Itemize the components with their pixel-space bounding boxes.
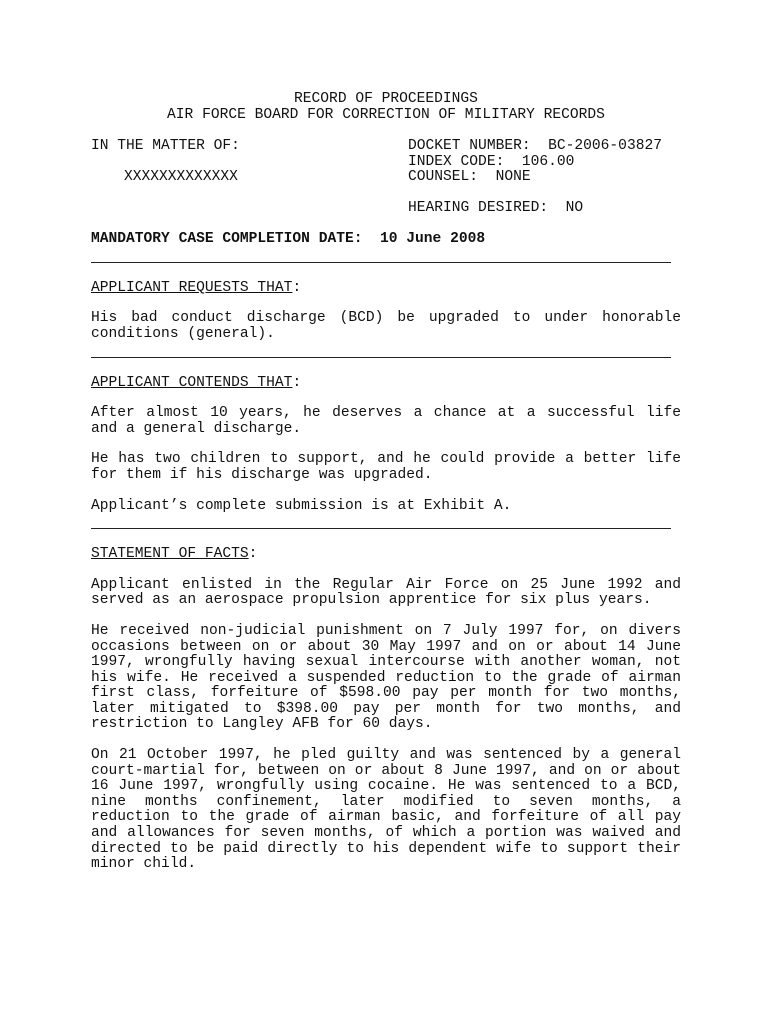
board-title: AIR FORCE BOARD FOR CORRECTION OF MILITARY RECORDS [167, 106, 605, 123]
contends-heading: APPLICANT CONTENDS THAT: [91, 374, 302, 391]
counsel: COUNSEL: NONE [408, 169, 531, 186]
completion-date: 10 June 2008 [380, 231, 486, 248]
hearing-desired: HEARING DESIRED: NO [408, 200, 584, 217]
record-title: RECORD OF PROCEEDINGS [294, 91, 478, 107]
matter-label: IN THE MATTER OF: [91, 138, 240, 155]
document-page [91, 92, 681, 873]
requests-heading: APPLICANT REQUESTS THAT: [91, 279, 302, 296]
completion-date-line [91, 232, 681, 248]
facts-paragraph: On 21 October 1997, he pled guilty and was sentenced by a general court-martial for, between on or about 8 June 1997, and on or about 16 June 1997, wrongfully using cocaine. He was sentenced to a BCD, nine months confinement, later modified to seven months, a reduction to the grade of airman basic, and forfeiture of all pay and allowances for seven months, of which a portion was waived and directed to be paid directly to his dependent wife to support their minor child. [91, 747, 681, 873]
contends-paragraph: He has two children to support, and he could provide a better life for them if his discharge was upgraded. [91, 451, 681, 483]
section-divider [91, 261, 671, 263]
contends-paragraph: Applicant’s complete submission is at Exhibit A. [91, 497, 512, 514]
section-divider [91, 527, 671, 529]
index-code: INDEX CODE: 106.00 [408, 153, 575, 170]
section-divider [91, 356, 671, 358]
docket-number: DOCKET NUMBER: BC-2006-03827 [408, 138, 662, 155]
matter-block [91, 139, 681, 217]
requests-paragraph: His bad conduct discharge (BCD) be upgraded to under honorable conditions (general). [91, 310, 681, 342]
applicant-name: XXXXXXXXXXXXX [124, 169, 238, 186]
facts-paragraph: Applicant enlisted in the Regular Air Force on 25 June 1992 and served as an aerospace propulsion apprentice for six plus years. [91, 576, 681, 609]
contends-paragraph: After almost 10 years, he deserves a chance at a successful life and a general discharge. [91, 405, 681, 437]
facts-paragraph: He received non-judicial punishment on 7 July 1997 for, on divers occasions between on or about 30 May 1997 and on or about 14 June 1997, wrongfully having sexual intercourse with another woman, not his wife. He received a suspended reduction to the grade of airman first class, forfeiture of $598.00 pay per month for two months, later mitigated to $398.00 pay per month for two months, and restriction to Langley AFB for 60 days. [91, 622, 681, 733]
case-info [408, 139, 662, 186]
facts-heading: STATEMENT OF FACTS: [91, 546, 258, 563]
completion-label: MANDATORY CASE COMPLETION DATE: [91, 231, 363, 248]
